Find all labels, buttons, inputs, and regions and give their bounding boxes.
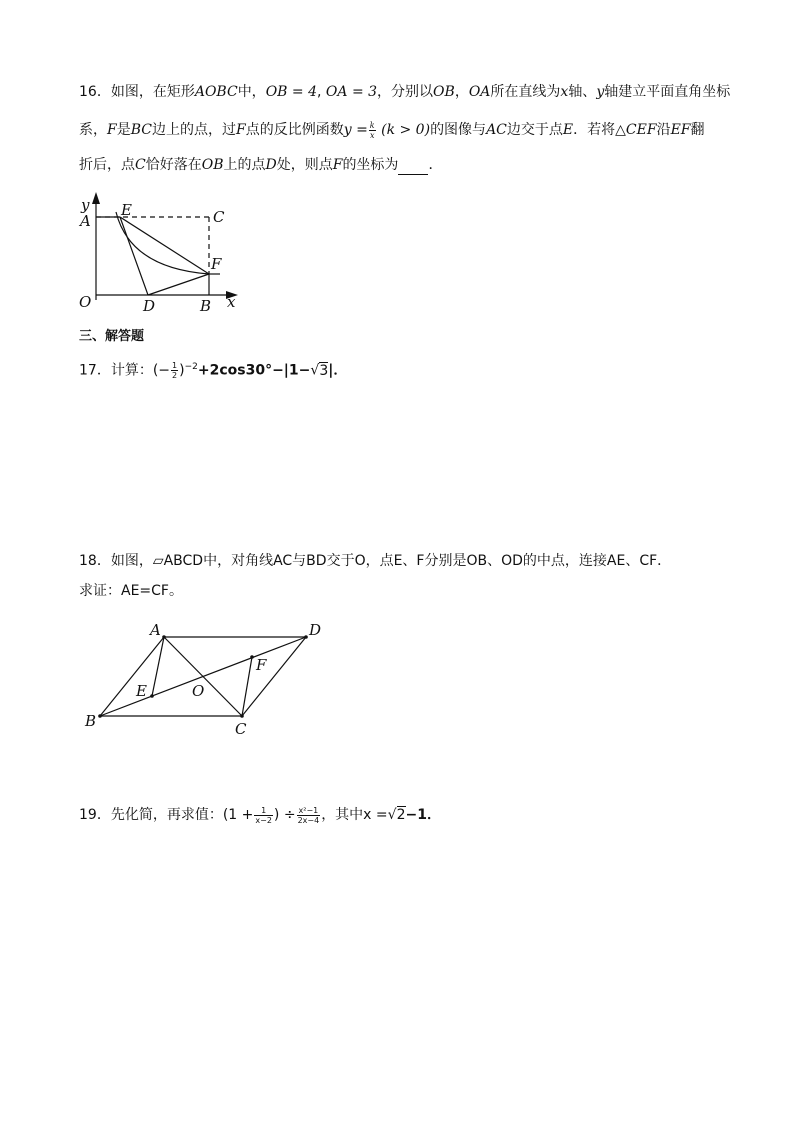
segment-ed-line [120, 217, 148, 295]
label-y: y [81, 196, 90, 214]
q16-text: 16．如图，在矩形 [79, 84, 195, 100]
fraction-numerator: 1 [172, 361, 178, 371]
triangle-cef: CEF [625, 122, 657, 138]
function-condition: (k > 0) [381, 122, 431, 138]
segment-ob: OB [201, 157, 224, 173]
q16-text: 的坐标为 [342, 157, 399, 173]
diagonal-bd-line [100, 637, 306, 716]
label-c: C [235, 720, 247, 738]
q17-paren-close: ) [179, 362, 185, 379]
q16-text: ．若将△ [573, 122, 626, 138]
q16-text: 是 [116, 122, 131, 138]
answer-blank[interactable] [398, 160, 428, 175]
fraction-denominator: x [369, 130, 375, 140]
q16-text: 恰好落在 [145, 157, 202, 173]
y-axis-name: y [596, 84, 605, 100]
label-a: A [150, 621, 161, 639]
q16-text: 点的反比例函数 [245, 122, 344, 138]
fraction-denominator: 2x−4 [297, 815, 320, 825]
y-axis-arrow [92, 192, 100, 204]
q16-text: 中， [237, 84, 266, 100]
q19-prefix: 19．先化简，再求值：(1 + [79, 807, 254, 823]
q17-line [79, 357, 347, 381]
segment-bc: BC [130, 122, 152, 138]
label-o: O [192, 682, 205, 700]
q17-expression: +2cos30°−|1− [197, 362, 311, 379]
q16-line1: 16．如图，在矩形AOBC中，OB = 4, OA = 3，分别以OB，OA所在直线为x轴、y轴建立平面直角坐标 [79, 84, 731, 100]
segment-df-line [148, 274, 209, 295]
label-d: D [309, 621, 322, 639]
point-d-dot [304, 635, 308, 639]
q16-text: 翻 [690, 122, 705, 138]
label-f: F [211, 255, 222, 273]
q17-prefix: 17．计算： [79, 362, 153, 379]
rect-name: AOBC [194, 84, 238, 100]
q19-end: −1． [405, 807, 441, 823]
q16-text: ， [454, 84, 469, 100]
q19-condition: ，其中x = [321, 807, 388, 823]
q17-exponent: −2 [184, 362, 198, 372]
q18-line2: 求证：AE=CF。 [79, 583, 183, 599]
q16-text: 轴建立平面直角坐标 [604, 84, 731, 100]
label-e: E [136, 682, 147, 700]
q18-line1: 18．如图，▱ABCD中，对角线AC与BD交于O，点E、F分别是OB、OD的中点，连接AE、CF． [79, 553, 672, 569]
q16-figure [72, 190, 252, 315]
fraction-numerator: 1 [254, 806, 273, 816]
q16-text: 系， [79, 122, 107, 138]
q17-end: |． [328, 362, 348, 379]
function-fraction [369, 121, 376, 140]
q19-divide: ) ÷ [273, 807, 296, 823]
sqrt-value: 2 [396, 807, 406, 823]
label-e: E [121, 201, 132, 219]
q16-text: 边上的点，过 [151, 122, 236, 138]
segment-ae-line [152, 637, 164, 696]
ob-length: OB = 4 [265, 84, 317, 100]
point-c: C [135, 157, 146, 173]
q16-text: 上的点 [223, 157, 266, 173]
point-f-dot [250, 655, 254, 659]
fraction-denominator: 2 [172, 371, 178, 381]
q16-text: 的图像与 [430, 122, 487, 138]
q18-figure [80, 618, 330, 740]
x-axis-name: x [560, 84, 569, 100]
point-f: F [235, 122, 246, 138]
q16-line3 [79, 155, 442, 175]
segment-ob: OB [433, 84, 455, 100]
q19-line [79, 805, 441, 825]
q16-text: 边交于点 [506, 122, 563, 138]
point-f: F [107, 122, 117, 138]
oa-length: OA = 3 [325, 84, 378, 100]
sqrt-sign: √ [310, 362, 320, 379]
fraction-numerator: x²−1 [298, 805, 319, 815]
sqrt-value: 3 [319, 362, 329, 379]
fraction-numerator: k [369, 120, 375, 130]
q17-paren-open: (− [152, 362, 171, 379]
q16-text: 轴、 [568, 84, 597, 100]
q16-text: 处，则点 [276, 157, 333, 173]
segment-ac: AC [486, 122, 507, 138]
q16-text: 沿 [656, 122, 671, 138]
point-e-dot [150, 694, 154, 698]
label-x: x [227, 293, 236, 311]
label-c: C [213, 208, 225, 226]
label-a: A [80, 212, 91, 230]
label-d: D [143, 297, 156, 315]
segment-ef: EF [670, 122, 691, 138]
function-lhs: y = [343, 122, 368, 138]
label-b: B [85, 712, 97, 730]
point-a-dot [162, 635, 166, 639]
q17-fraction [171, 361, 178, 380]
point-f: F [332, 157, 343, 173]
sqrt-sign: √ [387, 807, 397, 823]
point-c-dot [240, 714, 244, 718]
q19-fraction-2 [297, 806, 321, 825]
segment-cf-line [242, 657, 252, 716]
point-d: D [265, 157, 277, 173]
q16-text: 折后，点 [79, 157, 135, 173]
q16-line2 [79, 120, 705, 140]
label-o: O [79, 293, 92, 311]
point-b-dot [98, 714, 102, 718]
segment-oa: OA [468, 84, 491, 100]
q19-fraction-1 [254, 806, 273, 825]
section-heading: 三、解答题 [79, 329, 145, 344]
q16-text: 所在直线为 [490, 84, 561, 100]
point-e: E [562, 122, 574, 138]
q16-text: ． [428, 157, 443, 173]
label-f: F [256, 656, 267, 674]
fraction-denominator: x−2 [255, 815, 272, 825]
label-b: B [200, 297, 212, 315]
q16-text: ，分别以 [377, 84, 434, 100]
